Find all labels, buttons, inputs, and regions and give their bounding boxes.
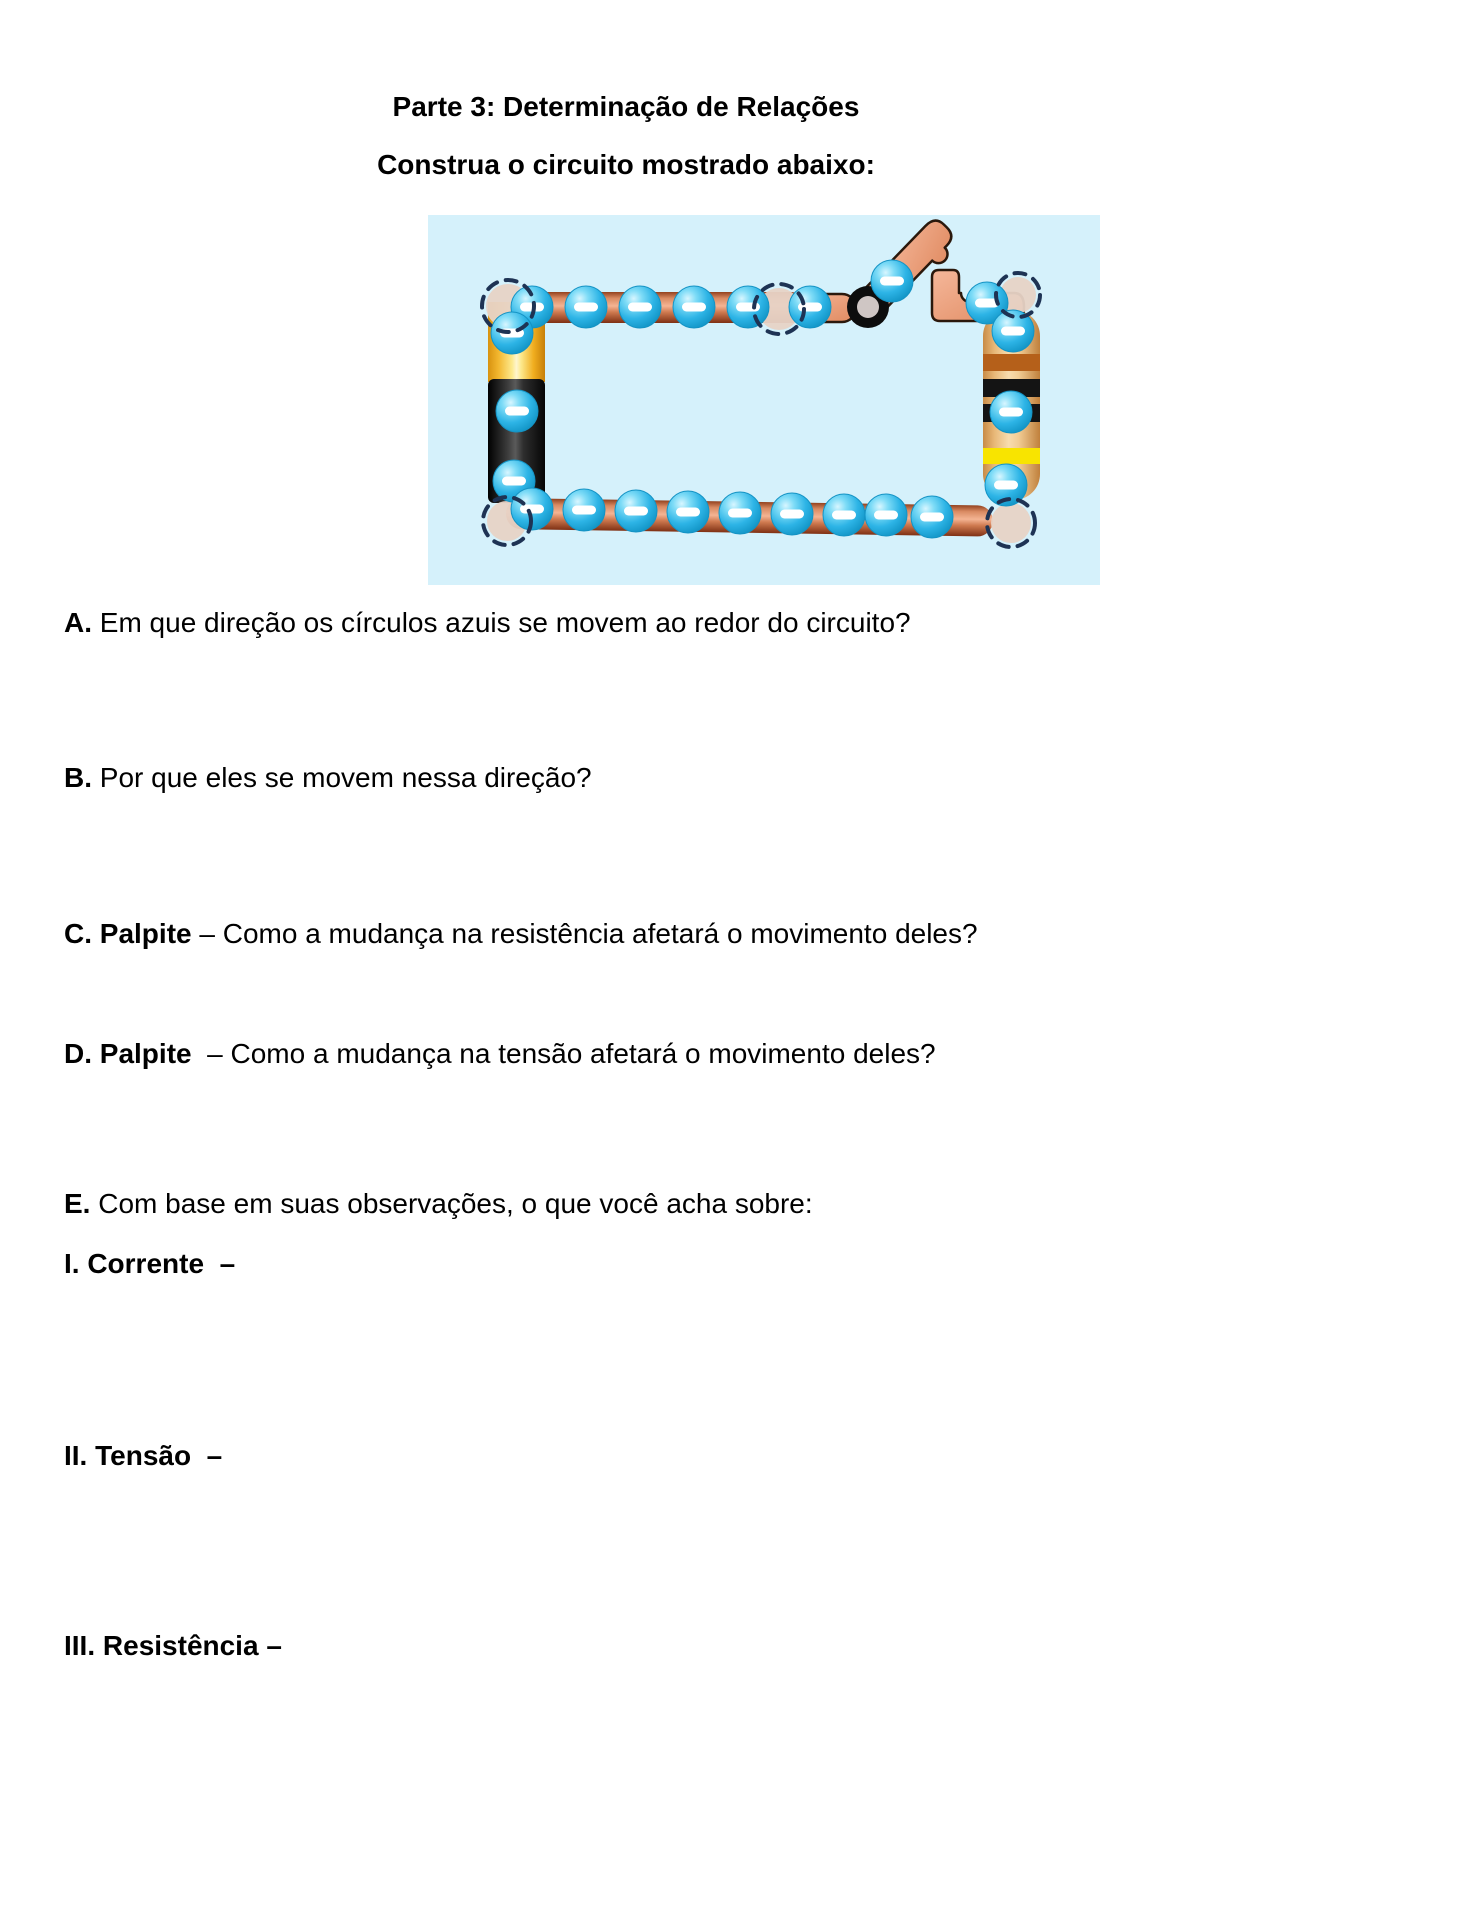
electron-icon	[823, 494, 865, 536]
electron-icon	[789, 286, 831, 328]
electron-icon	[865, 494, 907, 536]
question-c-text: – Como a mudança na resistência afetará o movimento deles?	[191, 918, 978, 949]
question-e-text: Com base em suas observações, o que você acha sobre:	[90, 1188, 813, 1219]
question-e-label: E.	[64, 1188, 91, 1219]
electron-icon	[719, 492, 761, 534]
electron-icon	[911, 496, 953, 538]
electron-icon	[496, 390, 538, 432]
junction-blob	[991, 503, 1031, 543]
subitem-resistencia: III. Resistência –	[64, 1630, 282, 1661]
electron-icon	[563, 489, 605, 531]
question-c-label: C. Palpite	[64, 918, 192, 949]
question-c	[64, 916, 978, 951]
electron-icon	[667, 491, 709, 533]
question-b-text: Por que eles se movem nessa direção?	[92, 762, 592, 793]
electron-icon	[990, 391, 1032, 433]
question-b-label: B.	[64, 762, 92, 793]
question-a-text: Em que direção os círculos azuis se movem ao redor do circuito?	[92, 607, 911, 638]
subitem-corrente: I. Corrente –	[64, 1248, 236, 1279]
question-d	[64, 1036, 936, 1071]
question-e	[64, 1186, 813, 1221]
electron-icon	[673, 286, 715, 328]
electron-icon	[491, 312, 533, 354]
subitem-tensao: II. Tensão –	[64, 1440, 223, 1471]
circuit-svg	[428, 215, 1100, 585]
question-b	[64, 760, 592, 795]
circuit-figure	[428, 215, 1100, 585]
electron-icon	[771, 493, 813, 535]
question-d-text: – Como a mudança na tensão afetará o movimento deles?	[191, 1038, 936, 1069]
resistor-band-4	[980, 448, 1043, 464]
page-subtitle: Construa o circuito mostrado abaixo:	[377, 149, 875, 180]
electron-icon	[615, 490, 657, 532]
question-a	[64, 605, 911, 640]
question-a-label: A.	[64, 607, 92, 638]
electron-icon	[727, 286, 769, 328]
page-title: Parte 3: Determinação de Relações	[392, 91, 860, 122]
electron-icon	[565, 286, 607, 328]
electron-icon	[871, 260, 913, 302]
question-d-label: D. Palpite	[64, 1038, 192, 1069]
electron-icon	[619, 286, 661, 328]
resistor-band-1	[980, 354, 1043, 371]
